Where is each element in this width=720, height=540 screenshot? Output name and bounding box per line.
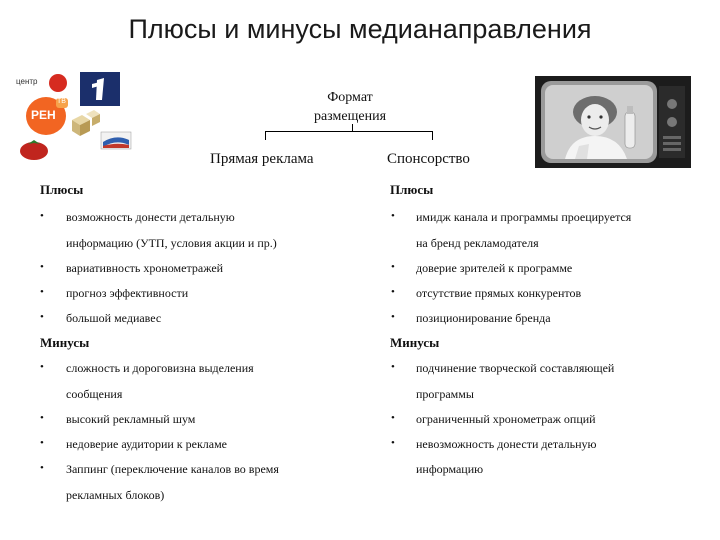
cubes-icon	[68, 110, 102, 140]
bullet: •	[40, 261, 44, 273]
first-channel-logo	[80, 72, 120, 106]
diagram-root-line-1: Формат	[327, 90, 373, 105]
right-plus-item: доверие зрителей к программе	[416, 261, 573, 275]
slide-title: Плюсы и минусы медианаправления	[128, 14, 592, 44]
tree-connector-left	[265, 131, 266, 140]
right-plus-item: на бренд рекламодателя	[416, 236, 539, 250]
left-plus-item: вариативность хронометражей	[66, 261, 224, 275]
tree-connector-right	[432, 131, 433, 140]
left-minus-item: рекламных блоков)	[66, 488, 165, 502]
bullet: •	[391, 210, 395, 222]
right-plus-item: позиционирование бренда	[416, 311, 551, 325]
bullet: •	[40, 437, 44, 449]
tv-photo	[535, 76, 691, 168]
right-minus-item: программы	[416, 387, 474, 401]
right-plus-heading: Плюсы	[390, 182, 434, 197]
tv-host-image	[535, 76, 691, 168]
right-minus-item: подчинение творческой составляющей	[416, 361, 615, 375]
right-minus-heading: Минусы	[390, 335, 440, 350]
diagram-root-line-2: размещения	[313, 109, 387, 124]
left-plus-item: возможность донести детальную	[66, 210, 235, 224]
direct-ads-heading: Прямая реклама	[210, 151, 314, 167]
rossiya-logo	[100, 130, 132, 152]
tomato-icon	[18, 138, 50, 160]
right-plus-item: имидж канала и программы проецируется	[416, 210, 632, 224]
diagram-root-label	[290, 88, 410, 126]
bullet: •	[391, 286, 395, 298]
bullet: •	[40, 412, 44, 424]
sponsorship-heading: Спонсорство	[387, 151, 470, 167]
ntv-cubes-logo	[68, 110, 102, 140]
tree-connector-horizontal	[265, 131, 433, 132]
ren-badge-text: ТВ	[57, 98, 66, 105]
right-minus-item: ограниченный хронометраж опций	[416, 412, 596, 426]
left-minus-heading: Минусы	[40, 335, 90, 350]
bullet: •	[40, 311, 44, 323]
bullet: •	[40, 210, 44, 222]
left-minus-item: сложность и дороговизна выделения	[66, 361, 254, 375]
left-minus-item: высокий рекламный шум	[66, 412, 196, 426]
left-minus-item: сообщения	[66, 387, 123, 401]
bullet: •	[40, 462, 44, 474]
left-plus-item: информацию (УТП, условия акции и пр.)	[66, 236, 277, 250]
bullet: •	[40, 286, 44, 298]
first-channel-icon	[80, 72, 120, 106]
left-plus-item: большой медиавес	[66, 311, 162, 325]
tsentr-circle-icon	[49, 74, 67, 92]
bullet: •	[40, 361, 44, 373]
ren-tv-badge	[56, 98, 68, 108]
left-minus-item: Заппинг (переключение каналов во время	[66, 462, 279, 476]
bullet: •	[391, 261, 395, 273]
left-plus-heading: Плюсы	[40, 182, 84, 197]
right-minus-item: невозможность донести детальную	[416, 437, 597, 451]
bullet: •	[391, 361, 395, 373]
bullet: •	[391, 412, 395, 424]
bullet: •	[391, 437, 395, 449]
tomato-logo	[18, 138, 50, 160]
rossiya-flag-icon	[100, 130, 132, 152]
left-minus-item: недоверие аудитории к рекламе	[66, 437, 228, 451]
right-plus-item: отсутствие прямых конкурентов	[416, 286, 582, 300]
bullet: •	[391, 311, 395, 323]
ren-logo-text: РЕН	[31, 108, 56, 122]
tsentr-logo	[16, 74, 68, 92]
tsentr-logo-text: центр	[16, 77, 38, 86]
left-plus-item: прогноз эффективности	[66, 286, 189, 300]
right-minus-item: информацию	[416, 462, 484, 476]
